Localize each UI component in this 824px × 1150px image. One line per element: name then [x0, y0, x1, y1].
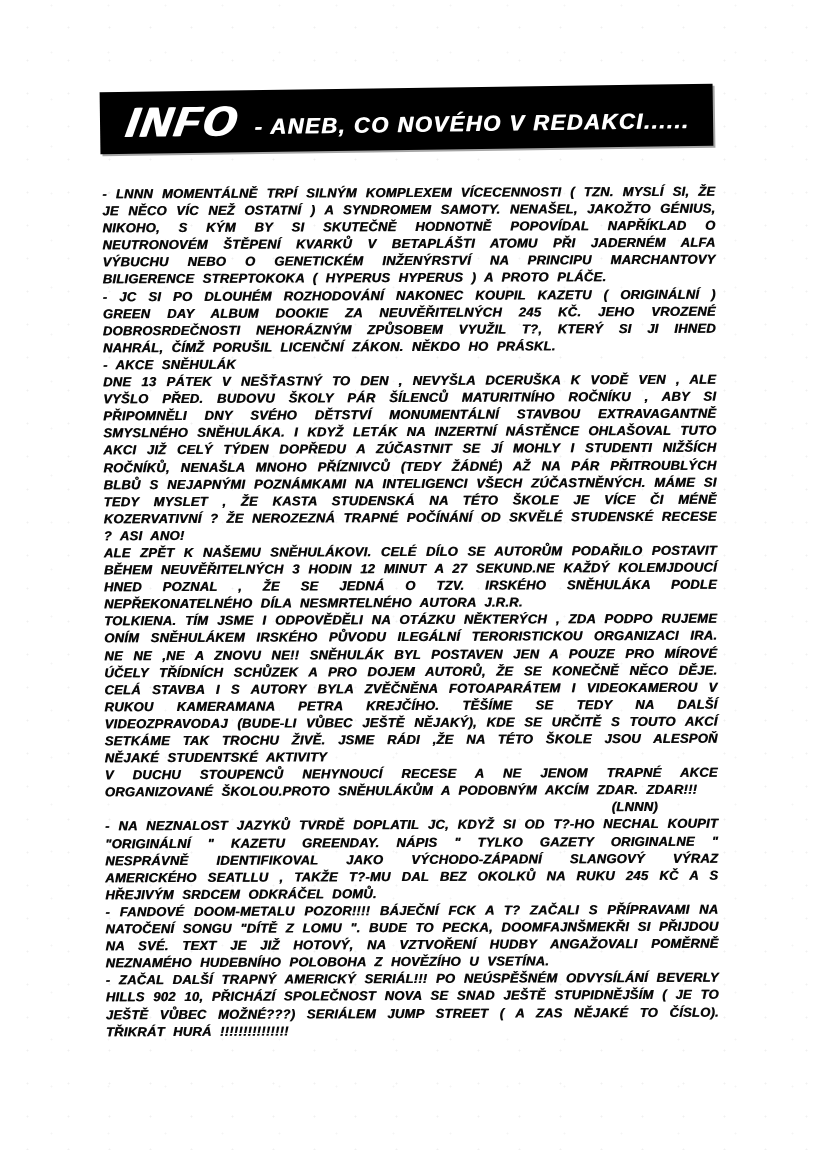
paragraph-recese-zdar: V DUCHU STOUPENCŮ NEHYNOUCÍ RECESE A NE JENOM TRAPNÉ AKCE ORGANIZOVANÉ ŠKOLOU.PROTO SNĚHULÁKŮM A PODOBNÝM AKCÍM ZDAR. ZDAR!!! [104, 764, 718, 800]
paragraph-doom-metal: - FANDOVÉ DOOM-METALU POZOR!!!! BÁJEČNÍ FCK A T? ZAČALI S PŘÍPRAVAMI NA NATOČENÍ SONGU "DÍTĚ Z LOMU ". BUDE TO PECKA, DOOMFAJNŠMEKŘI SI PŘIJDOU NA SVÉ. TEXT JE JIŽ HOTOVÝ, NA VZTVOŘENÍ HUDBY ANGAŽOVALI POMĚRNĚ NEZNAMÉHO HUDEBNÍHO POLOBOHA Z HOVĚZÍHO U VSETÍNA. [105, 901, 719, 971]
paragraph-lnnn-complex: - LNNN MOMENTÁLNĚ TRPÍ SILNÝM KOMPLEXEM VÍCECENNOSTI ( TZN. MYSLÍ SI, ŽE JE NĚCO VÍC NEŽ OSTATNÍ ) A SYNDROMEM SAMOTY. NENAŠEL, JAKOŽTO GÉNIUS, NIKOHO, S KÝM BY SI SKUTEČNĚ HODNOTNĚ POPOVÍDAL NAPŘÍKLAD O NEUTRONOVÉM ŠTĚPENÍ KVARKŮ V BETAPLÁŠTI ATOMU PŘI JADERNÉM ALFA VÝBUCHU NEBO O GENETICKÉM INŽENÝRSTVÍ NA PRINCIPU MARCHANTOVY BILIGERENCE STREPTOKOKA ( HYPERUS HYPERUS ) A PROTO PLÁČE. [102, 183, 716, 287]
paragraph-neznalost-jazyku: - NA NEZNALOST JAZYKŮ TVRDĚ DOPLATIL JC, KDYŽ SI OD T?-HO NECHAL KOUPIT "ORIGINÁLNÍ " KAZETU GREENDAY. NÁPIS " TYLKO GAZETY ORIGINALNE " NESPRÁVNĚ IDENTIFIKOVAL JAKO VÝCHODO-ZÁPADNÍ SLANGOVÝ VÝRAZ AMERICKÉHO SEATLLU , TAKŽE T?-MU DAL BEZ OKOLKŮ NA RUKU 245 KČ A S HŘEJIVÝM SRDCEM ODKRÁČEL DOMŮ. [104, 816, 719, 903]
heading-akce-snehulak: - AKCE SNĚHULÁK [102, 356, 236, 373]
paragraph-jc-kazeta: - JC SI PO DLOUHÉM ROZHODOVÁNÍ NAKONEC KOUPIL KAZETU ( ORIGINÁLNÍ ) GREEN DAY ALBUM DOOKIE ZA NEUVĚŘITELNÝCH 245 KČ. JEHO VROZENÉ DOBROSRDEČNOSTI NEHORÁZNÝM ZPŮSOBEM VYUŽIL T?, KTERÝ SI JI IHNED NAHRÁL, ČÍMŽ PORUŠIL LICENČNÍ ZÁKON. NĚKDO HO PRÁSKL. [102, 286, 716, 356]
paragraph-tolkien-ira: TOLKIENA. TÍM JSME I ODPOVĚDĚLI NA OTÁZKU NĚKTERÝCH , ZDA PODPO RUJEME ONÍM SNĚHULÁKEM IRSKÉHO PŮVODU ILEGÁLNÍ TERORISTICKOU ORGANIZACI IRA. NE NE ,NE A ZNOVU NE!! SNĚHULÁK BYL POSTAVEN JEN A POUZE PRO MÍROVÉ ÚČELY TŘÍDNÍCH SCHŮZEK A PRO DOJEM AUTORŮ, ŽE SE KONEČNĚ NĚCO DĚJE. CELÁ STAVBA I S AUTORY BYLA ZVĚČNĚNA FOTOAPARÁTEM I VIDEOKAMEROU V RUKOU KAMERAMANA PETRA KREJČÍHO. TĚŠÍME SE TEDY NA DALŠÍ VIDEOZPRAVODAJ (BUDE-LI VŮBEC JEŠTĚ NĚJAKÝ), KDE SE URČITĚ S TOUTO AKCÍ SETKÁME TAK TROCHU ŽIVĚ. JSME RÁDI ,ŽE NA TÉTO ŠKOLE JSOU ALESPOŇ NĚJAKÉ STUDENTSKÉ AKTIVITY [104, 611, 718, 766]
article-body [102, 183, 719, 1040]
banner-title-info: INFO [122, 97, 243, 146]
banner-title-subtitle: - ANEB, CO NOVÉHO V REDAKCI...... [254, 108, 690, 140]
header-banner [100, 84, 714, 155]
paragraph-snehulak-dilo: ALE ZPĚT K NAŠEMU SNĚHULÁKOVI. CELÉ DÍLO SE AUTORŮM PODAŘILO POSTAVIT BĚHEM NEUVĚŘITELNÝCH 3 HODIN 12 MINUT A 27 SEKUND.NE KAŽDÝ KOLEMJDOUCÍ HNED POZNAL , ŽE SE JEDNÁ O TZV. IRSKÉHO SNĚHULÁKA PODLE NEPŘEKONATELNÉHO DÍLA NESMRTELNÉHO AUTORA J.R.R. [103, 542, 717, 612]
signature-lnnn: (LNNN) [611, 799, 658, 815]
paragraph-serial-jump-street: - ZAČAL DALŠÍ TRAPNÝ AMERICKÝ SERIÁL!!! PO NEÚSPĚŠNÉM ODVYSÍLÁNÍ BEVERLY HILLS 902 10, PŘICHÁZÍ SPOLEČNOST NOVA SE SNAD JEŠTĚ STUPIDNĚJŠÍM ( JE TO JEŠTĚ VŮBEC MOŽNÉ???) SERIÁLEM JUMP STREET ( A ZAS NĚJAKÉ TO ČÍSLO). TŘIKRÁT HURÁ !!!!!!!!!!!!!!! [105, 969, 719, 1039]
paragraph-snehulak-stavba: DNE 13 PÁTEK V NEŠŤASTNÝ TO DEN , NEVYŠLA DCERUŠKA K VODĚ VEN , ALE VYŠLO PŘED. BUDOVU ŠKOLY PÁR ŠÍLENCŮ MATURITNÍHO ROČNÍKU , ABY SI PŘIPOMNĚLI DNY SVÉHO DĚTSTVÍ MONUMENTÁLNÍ STAVBOU EXTRAVAGANTNĚ SMYSLNÉHO SNĚHULÁKA. I KDYŽ LETÁK NA INZERTNÍ NÁSTĚNCE OHLAŠOVAL TUTO AKCI JIŽ CELÝ TÝDEN DOPŘEDU A ZÚČASTNIT SE JÍ MOHLY I STUDENTI NIŽŠÍCH ROČNÍKŮ, NENAŠLA MNOHO PŘÍZNIVCŮ (TEDY ŽÁDNÉ) AŽ NA PÁR PŘITROUBLÝCH BLBŮ S NEJAPNÝMI POZNÁMKAMI NA INTELIGENCI VŠECH ZÚČASTNĚNÝCH. MÁME SI TEDY MYSLET , ŽE KASTA STUDENSKÁ NA TÉTO ŠKOLE JE VÍCE ČI MÉNĚ KOZERVATIVNÍ ? ŽE NEROZEZNÁ TRAPNÉ POČÍNÁNÍ OD SKVĚLÉ STUDENSKÉ RECESE ? ASI ANO! [102, 371, 717, 544]
